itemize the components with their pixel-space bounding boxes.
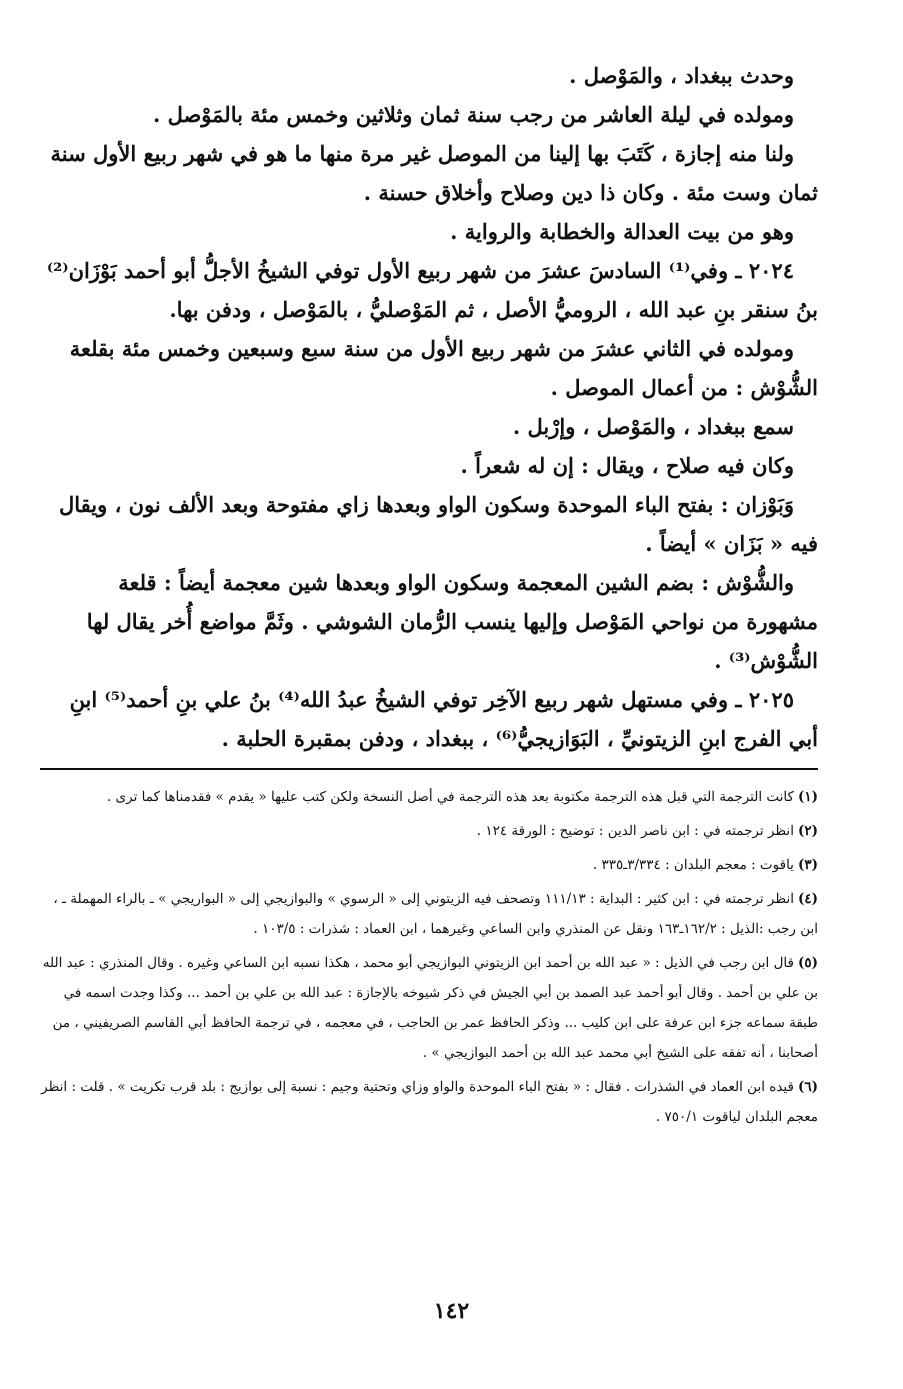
document-page: [40, 56, 818, 1136]
footnote: [40, 884, 818, 944]
footnote-text: قيده ابن العماد في الشذرات . فقال : « بفتح الباء الموحدة والواو وزاي وتحتية وجيم : نسبة إلى بوازيج : بلد قرب تكريت » . قلت : انظر معجم البلدان لياقوت ٧٥٠/١ .: [41, 1079, 818, 1125]
footnote-text: انظر ترجمته في : ابن كثير : البداية : ١١١/١٣ وتصحف فيه الزيتوني إلى « الرسوي » والبوازيجي إلى « البواريجي » ـ بالراء المهملة ـ ، ابن رجب :الذيل : ١٦٢/٢ـ١٦٣ ونقل عن المنذري وابن الساعي وغيرهما ، ابن العماد : شذرات : ١٠٣/٥ .: [53, 891, 818, 937]
page-number: ١٤٢: [433, 1298, 470, 1324]
paragraph: ومولده في الثاني عشرَ من شهر ربيع الأول من سنة سبع وسبعين وخمس مئة بقلعة الشُّوْش : من أعمال الموصل .: [69, 336, 818, 400]
paragraph: ولنا منه إجازة ، كَتَبَ بها إلينا من الموصل غير مرة منها ما هو في شهر ربيع الأول سنة ثمان وست مئة . وكان ذا دين وصلاح وأخلاق حسنة .: [50, 141, 818, 205]
footnote-number: (١): [797, 789, 818, 805]
footnote-text: قال ابن رجب في الذيل : « عبد الله بن أحمد ابن الزيتوني البوازيجي أبو محمد ، هكذا نسبه ابن الساعي وغيره . وقال المنذري : عبد الله بن علي بن أحمد . وقال أبو أحمد عبد الصمد بن أبي الجيش في ذكر شيوخه بالإجازة : عبد الله بن علي بن أحمد ... وكذا وجدت اسمه في طبقة سماعه جزء ابن عرفة على ابن كليب ... وذكر الحافظ عمر بن الحاجب ، في معجمه ، في ترجمة الحافظ أبي القاسم الصريفيني ، من أصحابنا ، أنه تفقه على الشيخ أبي محمد عبد الله بن أحمد البوازيجي » .: [42, 955, 818, 1061]
paragraph: وكان فيه صلاح ، ويقال : إن له شعراً .: [460, 453, 794, 478]
footnote: [40, 948, 818, 1068]
footnote-number: (٦): [797, 1079, 818, 1095]
footnote-number: (٤): [797, 891, 818, 907]
paragraph: سمع ببغداد ، والمَوْصل ، وإرْبل .: [512, 414, 794, 439]
paragraph: وحدث ببغداد ، والمَوْصل .: [569, 63, 794, 88]
footnote-number: (٣): [797, 857, 818, 873]
entry-2025: ٢٠٢٥ ـ وفي مستهل شهر ربيع الآخِر توفي الشيخُ عبدُ الله⁽⁴⁾ بنُ علي بنِ أحمد⁽⁵⁾ ابنِ أبي الفرج ابنِ الزيتونيِّ ، البَوَازيجيُّ⁽⁶⁾ ، ببغداد ، ودفن بمقبرة الحلبة .: [69, 687, 818, 751]
footnotes: [40, 782, 818, 1132]
main-text: [40, 56, 818, 758]
footnote-text: كانت الترجمة التي قبل هذه الترجمة مكتوبة بعد هذه الترجمة في أصل النسخة ولكن كتب عليها « يقدم » فقدمناها كما ترى .: [106, 789, 794, 805]
footnote: [40, 1072, 818, 1132]
paragraph: والشُّوْش : بضم الشين المعجمة وسكون الواو وبعدها شين معجمة أيضاً : قلعة مشهورة من نواحي المَوْصل وإليها ينسب الرُّمان الشوشي . وثَمَّ مواضع أُخر يقال لها الشُّوْش⁽³⁾ .: [86, 570, 818, 673]
footnote-text: انظر ترجمته في : ابن ناصر الدين : توضيح : الورقة ١٢٤ .: [476, 823, 794, 839]
footnote-number: (٢): [797, 823, 818, 839]
footnote: [40, 782, 818, 812]
footnote: [40, 816, 818, 846]
paragraph: وهو من بيت العدالة والخطابة والرواية .: [450, 219, 794, 244]
footnote: [40, 850, 818, 880]
footnote-number: (٥): [797, 955, 818, 971]
paragraph: ومولده في ليلة العاشر من رجب سنة ثمان وثلاثين وخمس مئة بالمَوْصل .: [152, 102, 794, 127]
entry-2024: ٢٠٢٤ ـ وفي⁽¹⁾ السادسَ عشرَ من شهر ربيع الأول توفي الشيخُ الأجلُّ أبو أحمد بَوْزَان⁽²⁾ بنُ سنقر بنِ عبد الله ، الروميُّ الأصل ، ثم المَوْصليُّ ، بالمَوْصل ، ودفن بها.: [46, 258, 818, 322]
footnote-separator: [40, 768, 818, 770]
footnote-text: ياقوت : معجم البلدان : ٣/٣٣٤ـ٣٣٥ .: [592, 857, 794, 873]
paragraph: وَبَوْزان : بفتح الباء الموحدة وسكون الواو وبعدها زاي مفتوحة وبعد الألف نون ، ويقال فيه « بَزَان » أيضاً .: [59, 492, 818, 556]
